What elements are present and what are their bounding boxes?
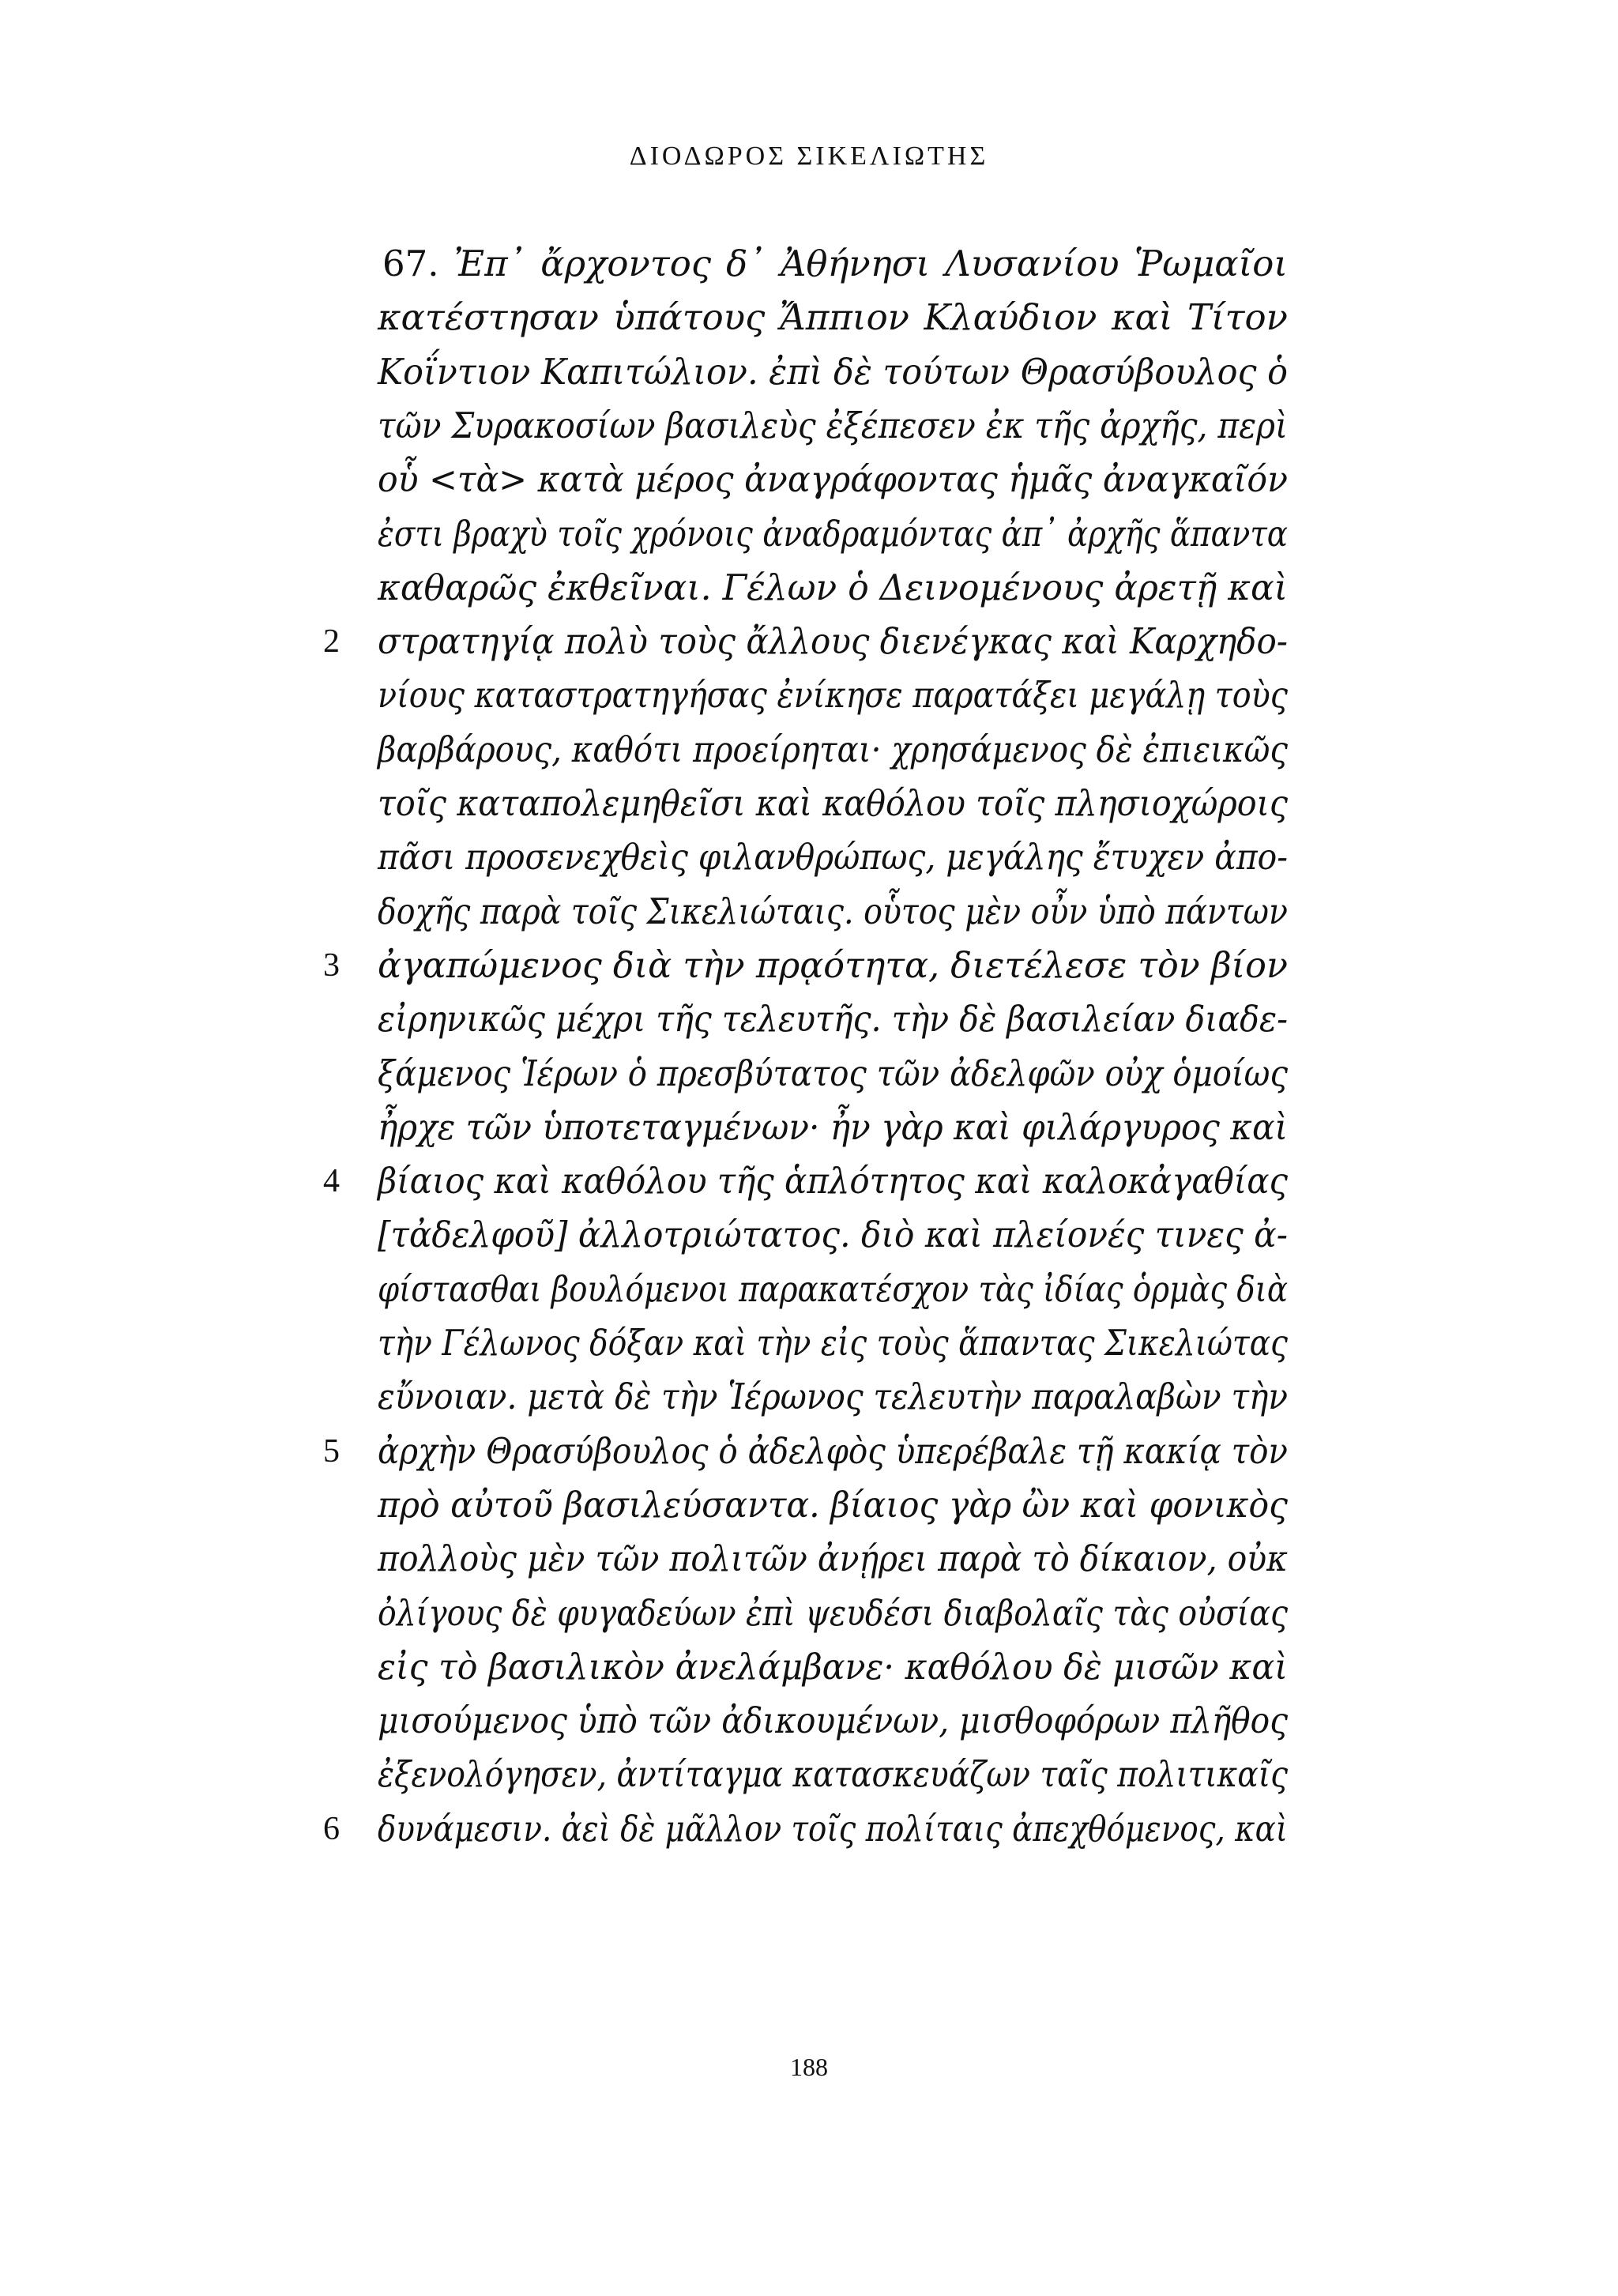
text-line-content: ἦρχε τῶν ὑποτεταγμένων· ἦν γὰρ καὶ φιλάργυρος καὶ: [378, 1105, 1288, 1148]
text-line-content: πολλοὺς μὲν τῶν πολιτῶν ἀνῄρει παρὰ τὸ δίκαιον, οὐκ: [378, 1538, 1288, 1580]
text-line: [0, 1263, 1618, 1316]
text-line: [0, 885, 1618, 939]
text-line-content: [τἀδελφοῦ] ἀλλοτριώτατος. διὸ καὶ πλείονές τινες ἀ-: [378, 1214, 1288, 1256]
text-line: [0, 1101, 1618, 1154]
text-line: [0, 1370, 1618, 1424]
text-line: [0, 1316, 1618, 1370]
text-line: [0, 1532, 1618, 1586]
text-line-content: δυνάμεσιν. ἀεὶ δὲ μᾶλλον τοῖς πολίταις ἀπεχθόμενος, καὶ: [378, 1807, 1288, 1850]
text-line: [0, 1478, 1618, 1532]
text-line: [0, 561, 1618, 615]
text-line-content: οὗ <τὰ> κατὰ μέρος ἀναγράφοντας ἡμᾶς ἀναγκαῖόν: [378, 458, 1288, 501]
text-line: [0, 291, 1618, 344]
text-line-content: φίστασθαι βουλόμενοι παρακατέσχον τὰς ἰδίας ὁρμὰς διὰ: [378, 1267, 1288, 1310]
text-line-content: εὔνοιαν. μετὰ δὲ τὴν Ἱέρωνος τελευτὴν παραλαβὼν τὴν: [378, 1376, 1288, 1418]
text-line-content: Κοΐντιον Καπιτώλιον. ἐπὶ δὲ τούτων Θρασύβουλος ὁ: [378, 350, 1288, 393]
text-line-content: μισούμενος ὑπὸ τῶν ἀδικουμένων, μισθοφόρων πλῆθος: [378, 1699, 1288, 1742]
text-line-content: ἀγαπώμενος διὰ τὴν πρᾳότητα, διετέλεσε τὸν βίον: [378, 943, 1288, 986]
text-line-content: νίους καταστρατηγήσας ἐνίκησε παρατάξει μεγάλῃ τοὺς: [378, 674, 1288, 717]
text-line-content: βαρβάρους, καθότι προείρηται· χρησάμενος δὲ ἐπιεικῶς: [378, 728, 1288, 770]
margin-section-number: 3: [323, 947, 340, 984]
text-line: [0, 939, 1618, 992]
text-line-content: ἐξενολόγησεν, ἀντίταγμα κατασκευάζων ταῖς πολιτικαῖς: [378, 1753, 1288, 1796]
margin-section-number: 4: [323, 1163, 340, 1200]
margin-section-number: 6: [323, 1810, 340, 1847]
text-line: [0, 1586, 1618, 1640]
text-line: [0, 237, 1618, 291]
text-line-content: στρατηγίᾳ πολὺ τοὺς ἄλλους διενέγκας καὶ Καρχηδο-: [378, 620, 1288, 663]
text-line: [0, 399, 1618, 453]
text-line: [0, 1694, 1618, 1748]
text-line-content: ξάμενος Ἱέρων ὁ πρεσβύτατος τῶν ἀδελφῶν οὐχ ὁμοίως: [378, 1052, 1288, 1094]
page-number: 188: [790, 2053, 828, 2081]
text-line: [0, 507, 1618, 561]
section-number: 67.: [382, 243, 439, 284]
text-line-content: [382, 237, 1288, 291]
text-line-content: εἰς τὸ βασιλικὸν ἀνελάμβανε· καθόλου δὲ μισῶν καὶ: [378, 1645, 1288, 1688]
text-line-content: πρὸ αὐτοῦ βασιλεύσαντα. βίαιος γὰρ ὢν καὶ φονικὸς: [378, 1483, 1288, 1526]
text-line-content: ἐστι βραχὺ τοῖς χρόνοις ἀναδραμόντας ἀπ᾽ ἀρχῆς ἅπαντα: [378, 512, 1288, 555]
text-line: [0, 453, 1618, 506]
margin-section-number: 2: [323, 623, 340, 661]
text-line-content: δοχῆς παρὰ τοῖς Σικελιώταις. οὗτος μὲν οὖν ὑπὸ πάντων: [378, 890, 1288, 932]
text-line: [0, 992, 1618, 1046]
text-line: [0, 723, 1618, 777]
text-line: [0, 1425, 1618, 1478]
text-line: [0, 615, 1618, 668]
text-line-content: κατέστησαν ὑπάτους Ἄππιον Κλαύδιον καὶ Τίτον: [378, 296, 1288, 339]
text-line: [0, 1640, 1618, 1694]
text-line: [0, 1748, 1618, 1801]
text-line: [0, 1208, 1618, 1262]
text-line-content: εἰρηνικῶς μέχρι τῆς τελευτῆς. τὴν δὲ βασιλείαν διαδε-: [378, 998, 1288, 1041]
margin-section-number: 5: [323, 1432, 340, 1470]
text-line-content: τὴν Γέλωνος δόξαν καὶ τὴν εἰς τοὺς ἅπαντας Σικελιώτας: [378, 1322, 1288, 1364]
text-line: [0, 830, 1618, 884]
text-line: [0, 1802, 1618, 1856]
text-line: [0, 777, 1618, 830]
text-line: [0, 668, 1618, 722]
text-line-content: καθαρῶς ἐκθεῖναι. Γέλων ὁ Δεινομένους ἀρετῇ καὶ: [378, 566, 1288, 608]
text-line-content: τῶν Συρακοσίων βασιλεὺς ἐξέπεσεν ἐκ τῆς ἀρχῆς, περὶ: [378, 404, 1288, 446]
text-line-content: ἀρχὴν Θρασύβουλος ὁ ἀδελφὸς ὑπερέβαλε τῇ κακίᾳ τὸν: [378, 1429, 1288, 1472]
text-line-content: τοῖς καταπολεμηθεῖσι καὶ καθόλου τοῖς πλησιοχώροις: [378, 782, 1288, 824]
running-head: ΔΙΟΔΩΡΟΣ ΣΙΚΕΛΙΩΤΗΣ: [629, 141, 989, 171]
text-line: [0, 345, 1618, 399]
text-line-content: ὀλίγους δὲ φυγαδεύων ἐπὶ ψευδέσι διαβολαῖς τὰς οὐσίας: [378, 1591, 1288, 1634]
text-line-content: πᾶσι προσενεχθεὶς φιλανθρώπως, μεγάλης ἔτυχεν ἀπο-: [378, 836, 1288, 879]
text-line-words: Ἐπ᾽ ἄρχοντος δ᾽ Ἀθήνησι Λυσανίου Ῥωμαῖοι: [453, 243, 1288, 284]
text-line: [0, 1047, 1618, 1101]
text-line-content: βίαιος καὶ καθόλου τῆς ἁπλότητος καὶ καλοκἀγαθίας: [378, 1160, 1288, 1203]
text-line: [0, 1154, 1618, 1208]
